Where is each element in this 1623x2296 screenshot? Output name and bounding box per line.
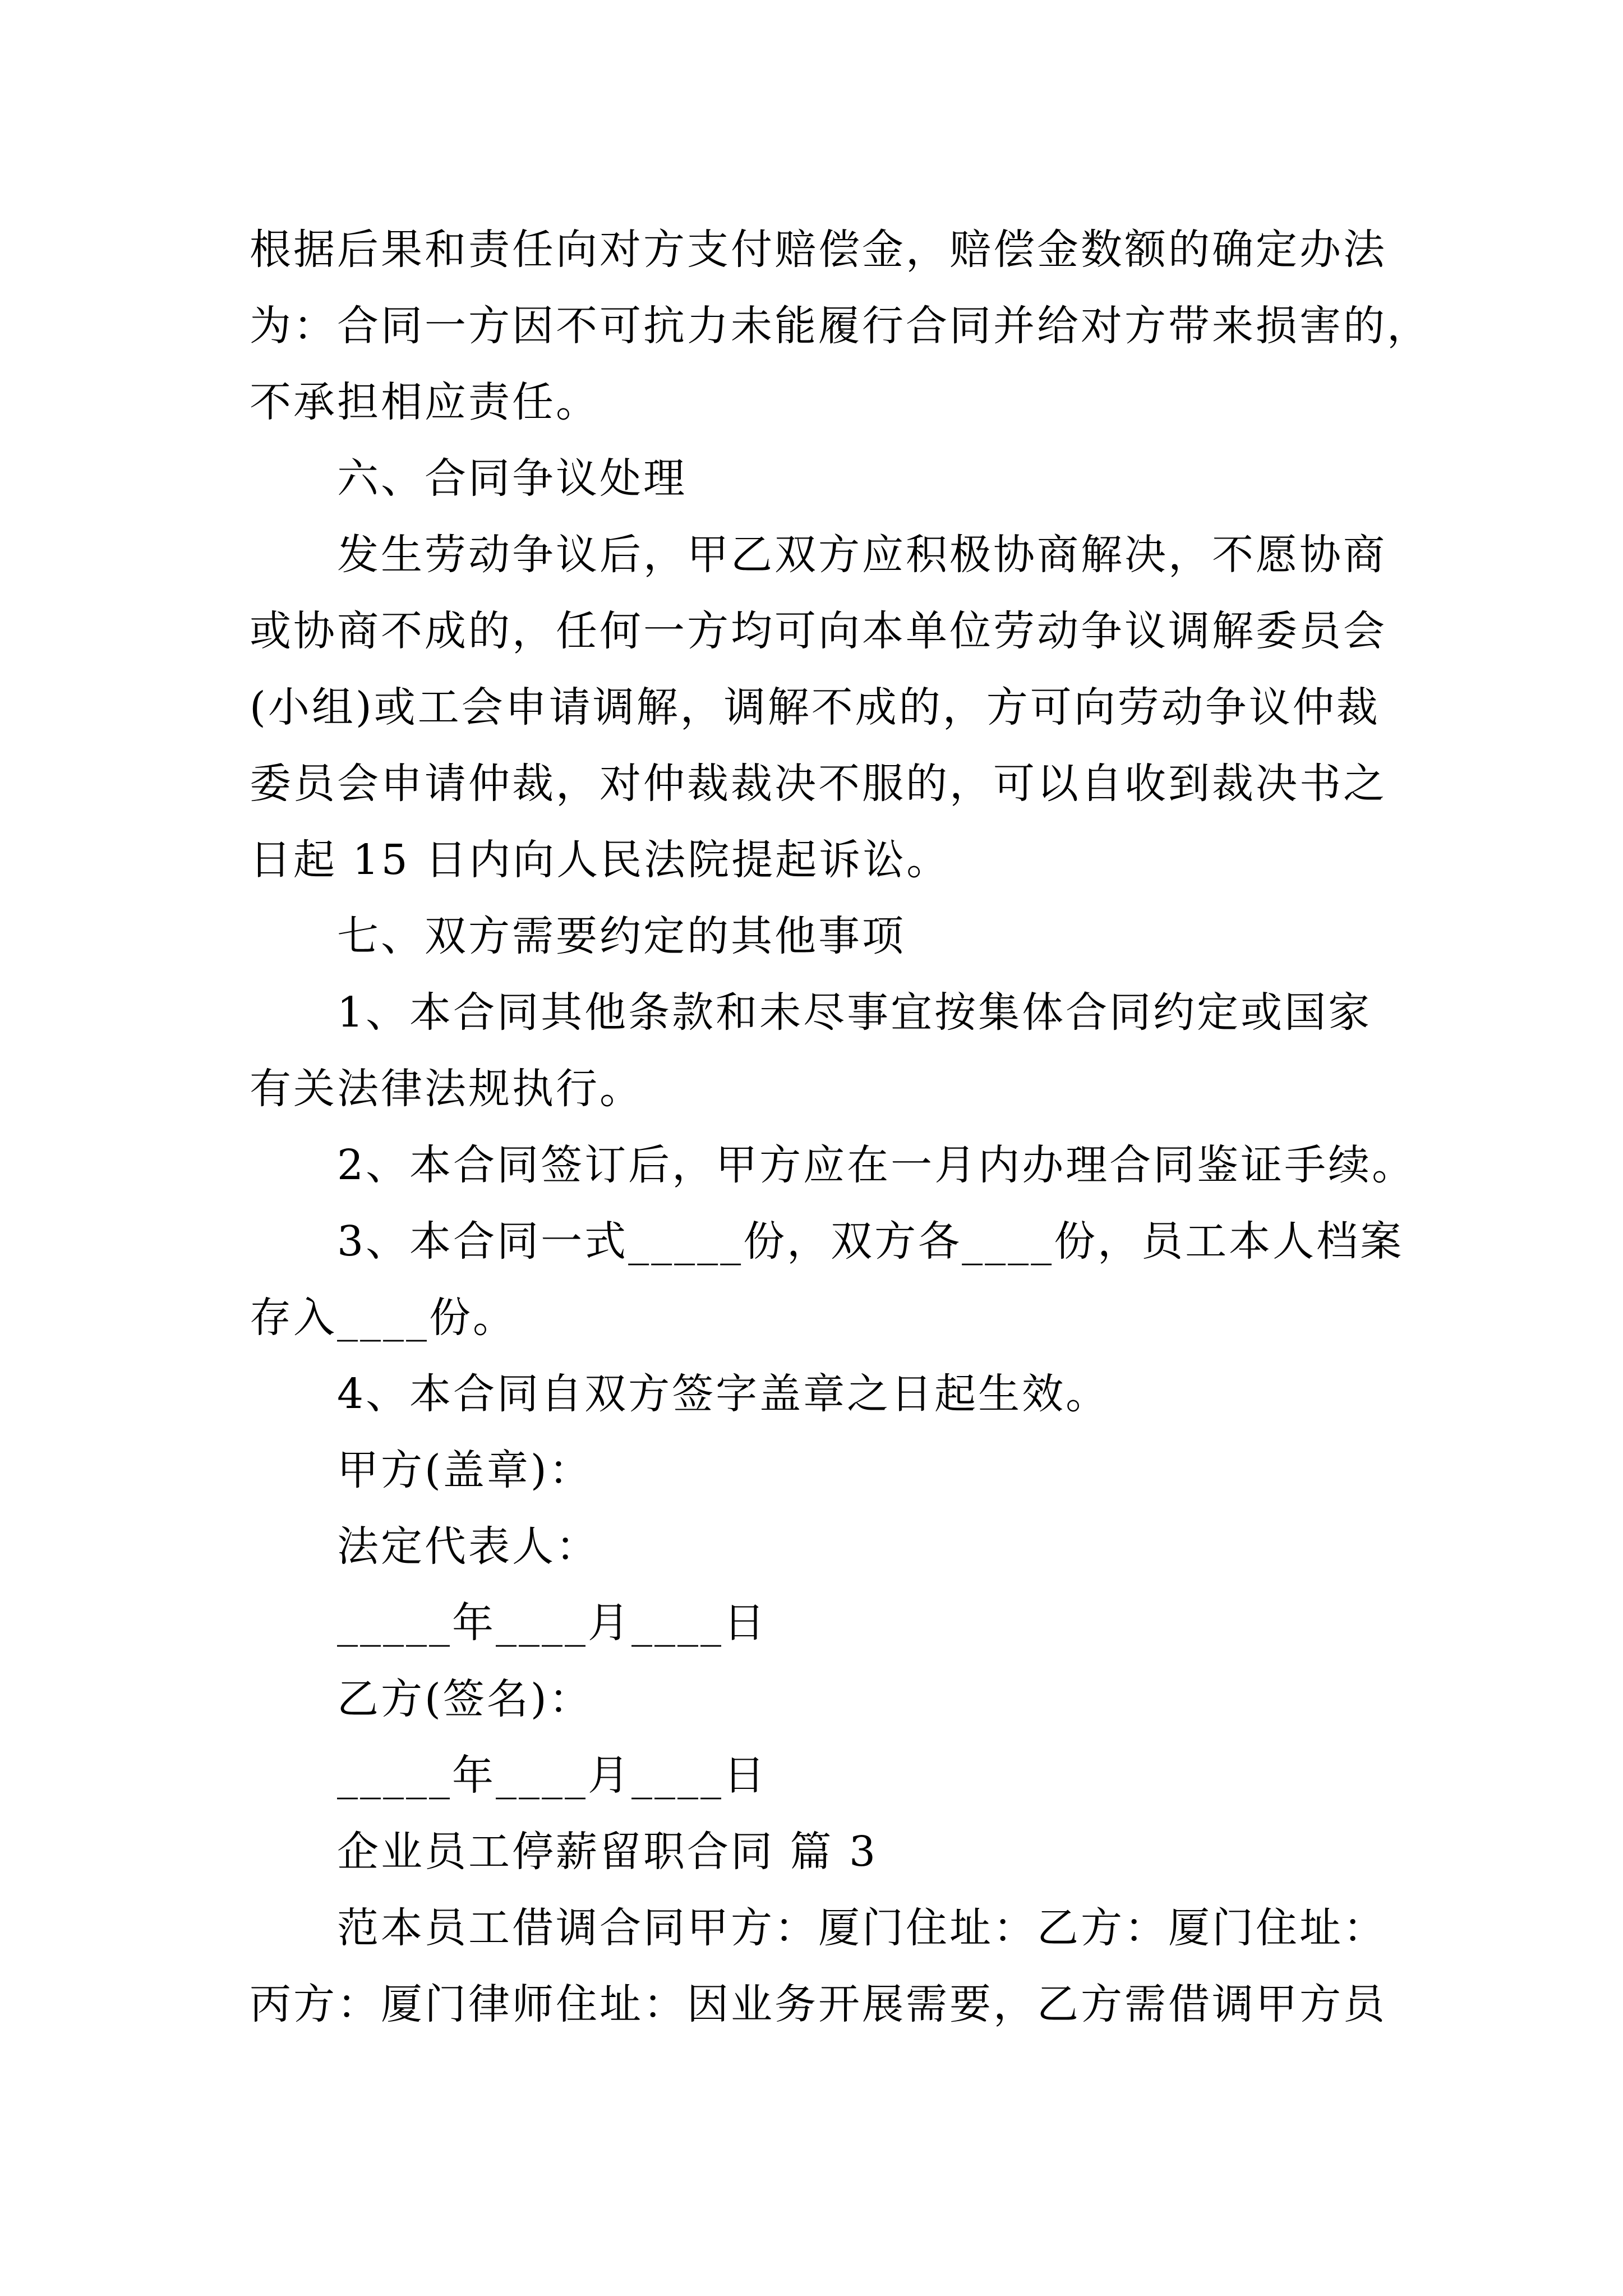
- text-line: 不承担相应责任。: [250, 378, 600, 426]
- text-line: 为：合同一方因不可抗力未能履行合同并给对方带来损害的，: [250, 302, 1431, 350]
- party-b-signature-label: [250, 1661, 1539, 1737]
- text-line: 七、双方需要约定的其他事项: [337, 912, 906, 960]
- text-line: 4、本合同自双方签字盖章之日起生效。: [337, 1370, 1110, 1418]
- text-line: 日起 15 日内向人民法院提起诉讼。: [250, 836, 951, 884]
- section-heading: [250, 898, 1539, 974]
- text-line: 乙方(签名)：: [337, 1675, 593, 1723]
- text-line: 发生劳动争议后，甲乙双方应积极协商解决，不愿协商: [337, 531, 1387, 579]
- document-heading: [250, 1814, 1539, 1890]
- text-line: (小组)或工会申请调解，调解不成的，方可向劳动争议仲裁: [250, 683, 1380, 731]
- text-line: 丙方：厦门律师住址：因业务开展需要，乙方需借调甲方员: [250, 1980, 1387, 2028]
- paragraph: [250, 1890, 1539, 2042]
- paragraph: [250, 211, 1539, 440]
- text-line: 范本员工借调合同甲方：厦门住址：乙方：厦门住址：: [337, 1904, 1387, 1952]
- text-line: 企业员工停薪留职合同 篇 3: [337, 1828, 878, 1876]
- text-line: 存入____份。: [250, 1294, 517, 1342]
- section-heading: [250, 440, 1539, 517]
- text-line: 3、本合同一式_____份，双方各____份，员工本人档案: [337, 1217, 1404, 1266]
- legal-representative-label: [250, 1508, 1539, 1585]
- text-line: 2、本合同签订后，甲方应在一月内办理合同鉴证手续。: [337, 1141, 1416, 1189]
- text-line: 根据后果和责任向对方支付赔偿金，赔偿金数额的确定办法: [250, 226, 1387, 274]
- text-line: 委员会申请仲裁，对仲裁裁决不服的，可以自收到裁决书之: [250, 760, 1387, 808]
- text-line: 六、合同争议处理: [337, 454, 687, 503]
- document-body: [250, 211, 1539, 2042]
- date-blank: [250, 1737, 1539, 1814]
- text-line: 或协商不成的，任何一方均可向本单位劳动争议调解委员会: [250, 607, 1387, 655]
- clause-item: [250, 1356, 1539, 1432]
- text-line: 甲方(盖章)：: [337, 1446, 593, 1494]
- text-line: 1、本合同其他条款和未尽事宜按集体合同约定或国家: [337, 988, 1372, 1037]
- paragraph: [250, 517, 1539, 898]
- clause-item: [250, 1127, 1539, 1203]
- text-line: _____年____月____日: [337, 1751, 767, 1800]
- text-line: 有关法律法规执行。: [250, 1065, 643, 1113]
- date-blank: [250, 1585, 1539, 1661]
- text-line: 法定代表人：: [337, 1522, 600, 1571]
- clause-item: [250, 1203, 1539, 1356]
- clause-item: [250, 974, 1539, 1127]
- party-a-seal-label: [250, 1432, 1539, 1508]
- text-line: _____年____月____日: [337, 1599, 767, 1647]
